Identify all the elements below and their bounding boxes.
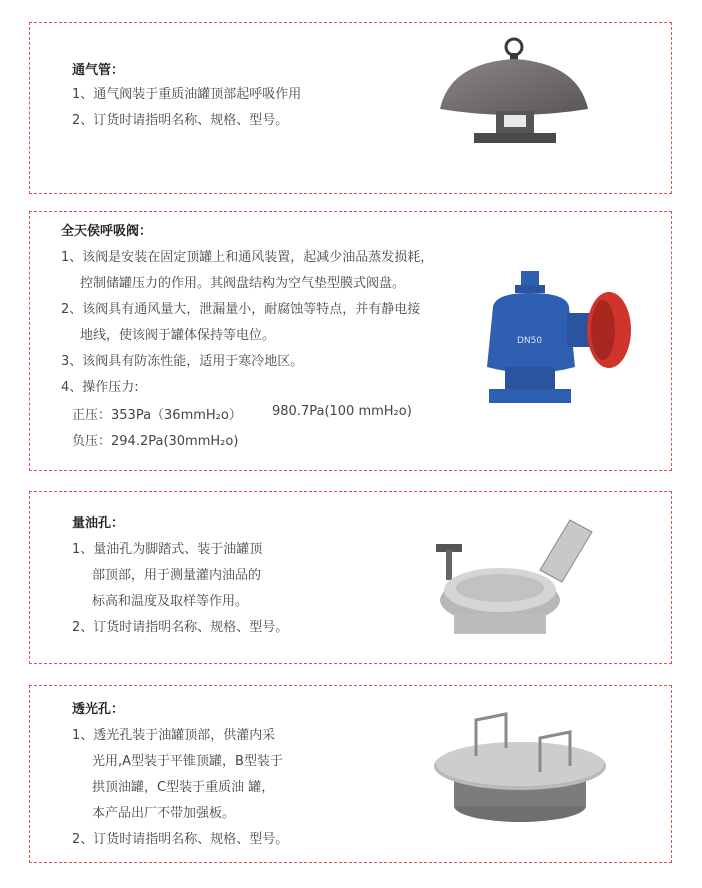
- description-line: 2、订货时请指明名称、规格、型号。: [72, 620, 289, 635]
- product-card-gauge-hatch: [29, 491, 672, 664]
- pressure-positive-b: 980.7Pa(100 mmH₂o): [272, 404, 412, 419]
- pressure-negative: 负压：294.2Pa(30mmH₂o): [72, 434, 239, 449]
- product-card-vent-pipe: [29, 22, 672, 194]
- vent-pipe-cap-photo: [430, 33, 590, 158]
- product-card-breather-valve: [29, 211, 672, 471]
- description-line: 标高和温度及取样等作用。: [92, 594, 249, 609]
- description-line: 光用,A型装于平锥顶罐，B型装于: [92, 754, 283, 769]
- light-hole-cover-photo: [430, 706, 610, 826]
- description-line: 部顶部，用于测量灌内油品的: [92, 568, 262, 583]
- description-line: 地线，使该阀于罐体保持等电位。: [80, 328, 276, 343]
- description-line: 3、该阀具有防冻性能，适用于寒冷地区。: [61, 354, 304, 369]
- pressure-positive-a: 正压：353Pa（36mmH₂o）: [72, 408, 242, 423]
- product-card-light-hole: [29, 685, 672, 863]
- description-line: 1、量油孔为脚踏式、装于油罐顶: [72, 542, 263, 557]
- breather-valve-photo: [475, 267, 635, 417]
- gauge-hatch-photo: [430, 510, 600, 640]
- description-line: 1、该阀是安装在固定顶罐上和通风装置，起减少油品蒸发损耗，: [61, 250, 434, 265]
- description-line: 2、订货时请指明名称、规格、型号。: [72, 113, 289, 128]
- valve-label-text: DN50: [517, 336, 543, 346]
- section-title: 全天侯呼吸阀：: [61, 224, 153, 239]
- description-line: 1、透光孔装于油罐顶部，供灌内采: [72, 728, 276, 743]
- description-line: 本产品出厂不带加强板。: [92, 806, 236, 821]
- description-line: 拱顶油罐，C型装于重质油 罐，: [92, 780, 275, 795]
- description-line: 控制储罐压力的作用。其阀盘结构为空气垫型膜式阀盘。: [80, 276, 406, 291]
- description-line: 2、订货时请指明名称、规格、型号。: [72, 832, 289, 847]
- description-line: 2、该阀具有通风量大，泄漏量小，耐腐蚀等特点，并有静电接: [61, 302, 421, 317]
- description-line: 4、操作压力:: [61, 380, 139, 395]
- section-title: 通气管：: [72, 63, 125, 78]
- section-title: 量油孔：: [72, 516, 125, 531]
- description-line: 1、通气阀装于重质油罐顶部起呼吸作用: [72, 87, 302, 102]
- section-title: 透光孔：: [72, 702, 125, 717]
